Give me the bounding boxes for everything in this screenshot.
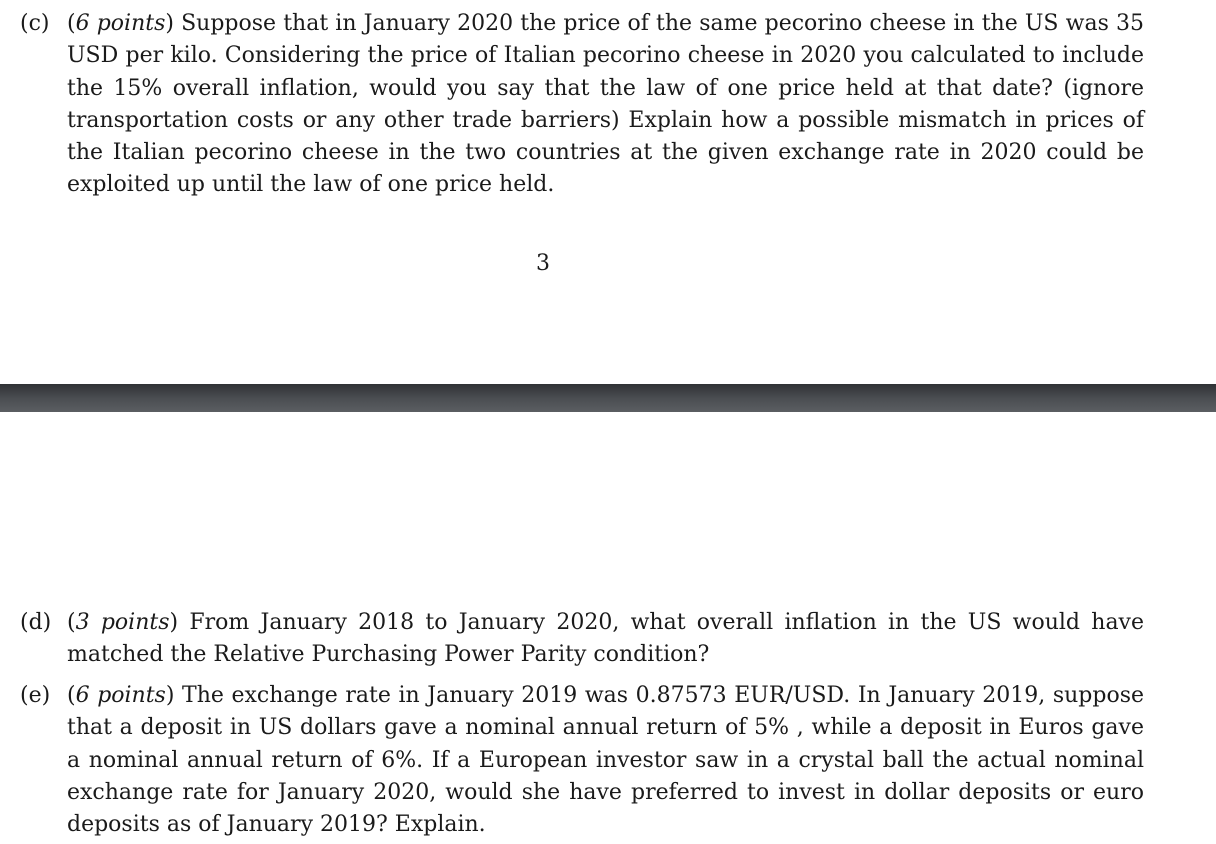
question-d-label: (d)	[20, 610, 52, 635]
question-c-points: 6 points	[75, 11, 166, 36]
question-c-body: (6 points) Suppose that in January 2020 the price of the same pecorino cheese in the US was 35 USD per kilo. Considering the price of Italian pecorino cheese in 2020 you calculated to include the 15% overall inflation, would you say that the law of one price held at that date? (ignore transportation costs or any other trade barriers) Explain how a possible mismatch in prices of the Italian pecorino cheese in the two countries at the given exchange rate in 2020 could be exploited up until the law of one price held.	[67, 11, 1144, 198]
question-d-body: (3 points) From January 2018 to January 2020, what overall inflation in the US would have matched the Relative Purchasing Power Parity condition?	[67, 610, 1145, 668]
page-number: 3	[536, 251, 550, 276]
question-c-label: (c)	[20, 11, 50, 36]
question-c	[20, 8, 1144, 202]
question-e-points: 6 points	[75, 683, 166, 708]
page-separator	[0, 384, 1216, 412]
question-e-body: (6 points) The exchange rate in January 2019 was 0.87573 EUR/USD. In January 2019, suppose that a deposit in US dollars gave a nominal annual return of 5% , while a deposit in Euros gave a nominal annual return of 6%. If a European investor saw in a crystal ball the actual nominal exchange rate for January 2020, would she have preferred to invest in dollar deposits or euro deposits as of January 2019? Explain.	[67, 683, 1145, 838]
question-c-text: Suppose that in January 2020 the price of the same pecorino cheese in the US was 35 USD per kilo. Considering the price of Italian pecorino cheese in 2020 you calculated to include the 15% overall inflation, would you say that the law of one price held at that date? (ignore transportation costs or any other trade barriers) Explain how a possible mismatch in prices of the Italian pecorino cheese in the two countries at the given exchange rate in 2020 could be exploited up until the law of one price held.	[67, 11, 1144, 198]
question-e-label: (e)	[20, 683, 51, 708]
question-d-text: From January 2018 to January 2020, what overall inflation in the US would have matched the Relative Purchasing Power Parity condition?	[67, 610, 1145, 668]
question-d	[20, 607, 1144, 672]
question-d-points: 3 points	[75, 610, 170, 635]
question-e-text: The exchange rate in January 2019 was 0.87573 EUR/USD. In January 2019, suppose that a deposit in US dollars gave a nominal annual return of 5% , while a deposit in Euros gave a nominal annual return of 6%. If a European investor saw in a crystal ball the actual nominal exchange rate for January 2020, would she have preferred to invest in dollar deposits or euro deposits as of January 2019? Explain.	[67, 683, 1145, 838]
question-e	[20, 680, 1144, 841]
